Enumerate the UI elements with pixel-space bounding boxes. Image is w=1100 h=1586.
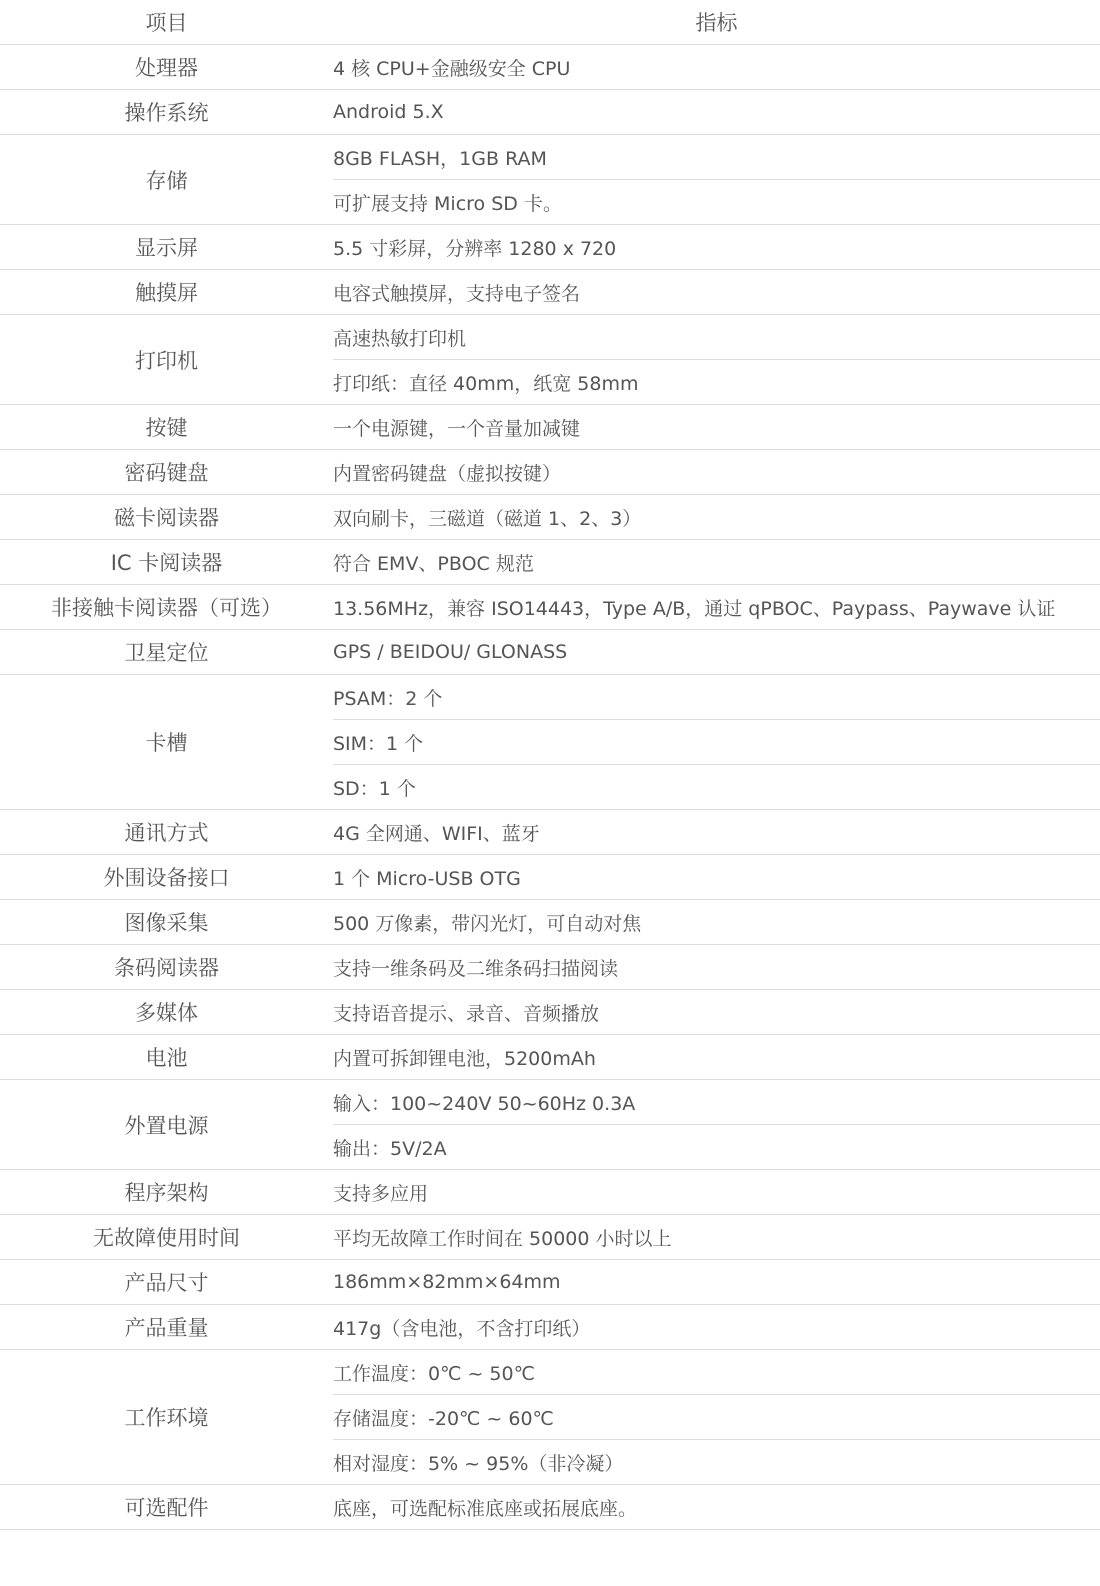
spec-value: 1 个 Micro-USB OTG [333, 855, 1100, 900]
spec-value: 8GB FLASH，1GB RAM [333, 135, 1100, 180]
table-row [0, 540, 1100, 585]
spec-value: 支持多应用 [333, 1170, 1100, 1215]
table-row [0, 630, 1100, 675]
spec-value: 符合 EMV、PBOC 规范 [333, 540, 1100, 585]
spec-item-label: 图像采集 [0, 900, 333, 945]
table-row [0, 1035, 1100, 1080]
table-row [0, 990, 1100, 1035]
spec-item-label: 存储 [0, 135, 333, 225]
spec-value: 500 万像素，带闪光灯，可自动对焦 [333, 900, 1100, 945]
spec-value: 支持一维条码及二维条码扫描阅读 [333, 945, 1100, 990]
spec-item-label: 多媒体 [0, 990, 333, 1035]
table-row [0, 675, 1100, 720]
spec-item-label: 外置电源 [0, 1080, 333, 1170]
spec-value: 输出：5V/2A [333, 1125, 1100, 1170]
table-row [0, 315, 1100, 360]
table-row [0, 90, 1100, 135]
spec-item-label: 密码键盘 [0, 450, 333, 495]
spec-value: SD：1 个 [333, 765, 1100, 810]
spec-item-label: 可选配件 [0, 1485, 333, 1530]
table-row [0, 1080, 1100, 1125]
spec-value: 工作温度：0℃ ~ 50℃ [333, 1350, 1100, 1395]
table-row [0, 405, 1100, 450]
table-row [0, 495, 1100, 540]
spec-value: 双向刷卡，三磁道（磁道 1、2、3） [333, 495, 1100, 540]
spec-value: PSAM：2 个 [333, 675, 1100, 720]
spec-value: 4 核 CPU+金融级安全 CPU [333, 45, 1100, 90]
spec-value: 一个电源键，一个音量加减键 [333, 405, 1100, 450]
spec-value: 电容式触摸屏，支持电子签名 [333, 270, 1100, 315]
table-row [0, 585, 1100, 630]
table-row [0, 225, 1100, 270]
spec-item-label: 工作环境 [0, 1350, 333, 1485]
table-row [0, 810, 1100, 855]
spec-item-label: 处理器 [0, 45, 333, 90]
spec-item-label: 操作系统 [0, 90, 333, 135]
column-header-item: 项目 [0, 0, 333, 45]
spec-value: 平均无故障工作时间在 50000 小时以上 [333, 1215, 1100, 1260]
spec-value: 高速热敏打印机 [333, 315, 1100, 360]
spec-item-label: 卡槽 [0, 675, 333, 810]
table-row [0, 1350, 1100, 1395]
spec-item-label: 非接触卡阅读器（可选） [0, 585, 333, 630]
spec-value: GPS / BEIDOU/ GLONASS [333, 630, 1100, 675]
table-row [0, 1260, 1100, 1305]
spec-item-label: 产品尺寸 [0, 1260, 333, 1305]
spec-value: 支持语音提示、录音、音频播放 [333, 990, 1100, 1035]
spec-item-label: 电池 [0, 1035, 333, 1080]
table-row [0, 1215, 1100, 1260]
spec-value: 417g（含电池，不含打印纸） [333, 1305, 1100, 1350]
spec-item-label: IC 卡阅读器 [0, 540, 333, 585]
spec-value: 存储温度：-20℃ ~ 60℃ [333, 1395, 1100, 1440]
spec-item-label: 产品重量 [0, 1305, 333, 1350]
table-row [0, 1485, 1100, 1530]
spec-item-label: 通讯方式 [0, 810, 333, 855]
spec-item-label: 程序架构 [0, 1170, 333, 1215]
table-row [0, 450, 1100, 495]
spec-value: 底座，可选配标准底座或拓展底座。 [333, 1485, 1100, 1530]
spec-item-label: 卫星定位 [0, 630, 333, 675]
table-header-row [0, 0, 1100, 45]
spec-value: Android 5.X [333, 90, 1100, 135]
table-row [0, 1170, 1100, 1215]
spec-value: SIM：1 个 [333, 720, 1100, 765]
spec-value: 相对湿度：5% ~ 95%（非冷凝） [333, 1440, 1100, 1485]
spec-value: 输入：100~240V 50~60Hz 0.3A [333, 1080, 1100, 1125]
spec-table-body [0, 45, 1100, 1530]
table-row [0, 900, 1100, 945]
table-row [0, 135, 1100, 180]
spec-value: 内置可拆卸锂电池，5200mAh [333, 1035, 1100, 1080]
spec-value: 内置密码键盘（虚拟按键） [333, 450, 1100, 495]
spec-value: 5.5 寸彩屏，分辨率 1280 x 720 [333, 225, 1100, 270]
spec-value: 打印纸：直径 40mm，纸宽 58mm [333, 360, 1100, 405]
column-header-value: 指标 [333, 0, 1100, 45]
table-row [0, 945, 1100, 990]
table-row [0, 855, 1100, 900]
spec-item-label: 无故障使用时间 [0, 1215, 333, 1260]
spec-value: 186mm×82mm×64mm [333, 1260, 1100, 1305]
spec-item-label: 按键 [0, 405, 333, 450]
spec-item-label: 外围设备接口 [0, 855, 333, 900]
spec-item-label: 磁卡阅读器 [0, 495, 333, 540]
table-row [0, 270, 1100, 315]
spec-item-label: 打印机 [0, 315, 333, 405]
spec-value: 可扩展支持 Micro SD 卡。 [333, 180, 1100, 225]
table-row [0, 45, 1100, 90]
spec-value: 4G 全网通、WIFI、蓝牙 [333, 810, 1100, 855]
table-row [0, 1305, 1100, 1350]
spec-item-label: 显示屏 [0, 225, 333, 270]
spec-item-label: 触摸屏 [0, 270, 333, 315]
spec-item-label: 条码阅读器 [0, 945, 333, 990]
spec-value: 13.56MHz，兼容 ISO14443，Type A/B，通过 qPBOC、Paypass、Paywave 认证 [333, 585, 1100, 630]
